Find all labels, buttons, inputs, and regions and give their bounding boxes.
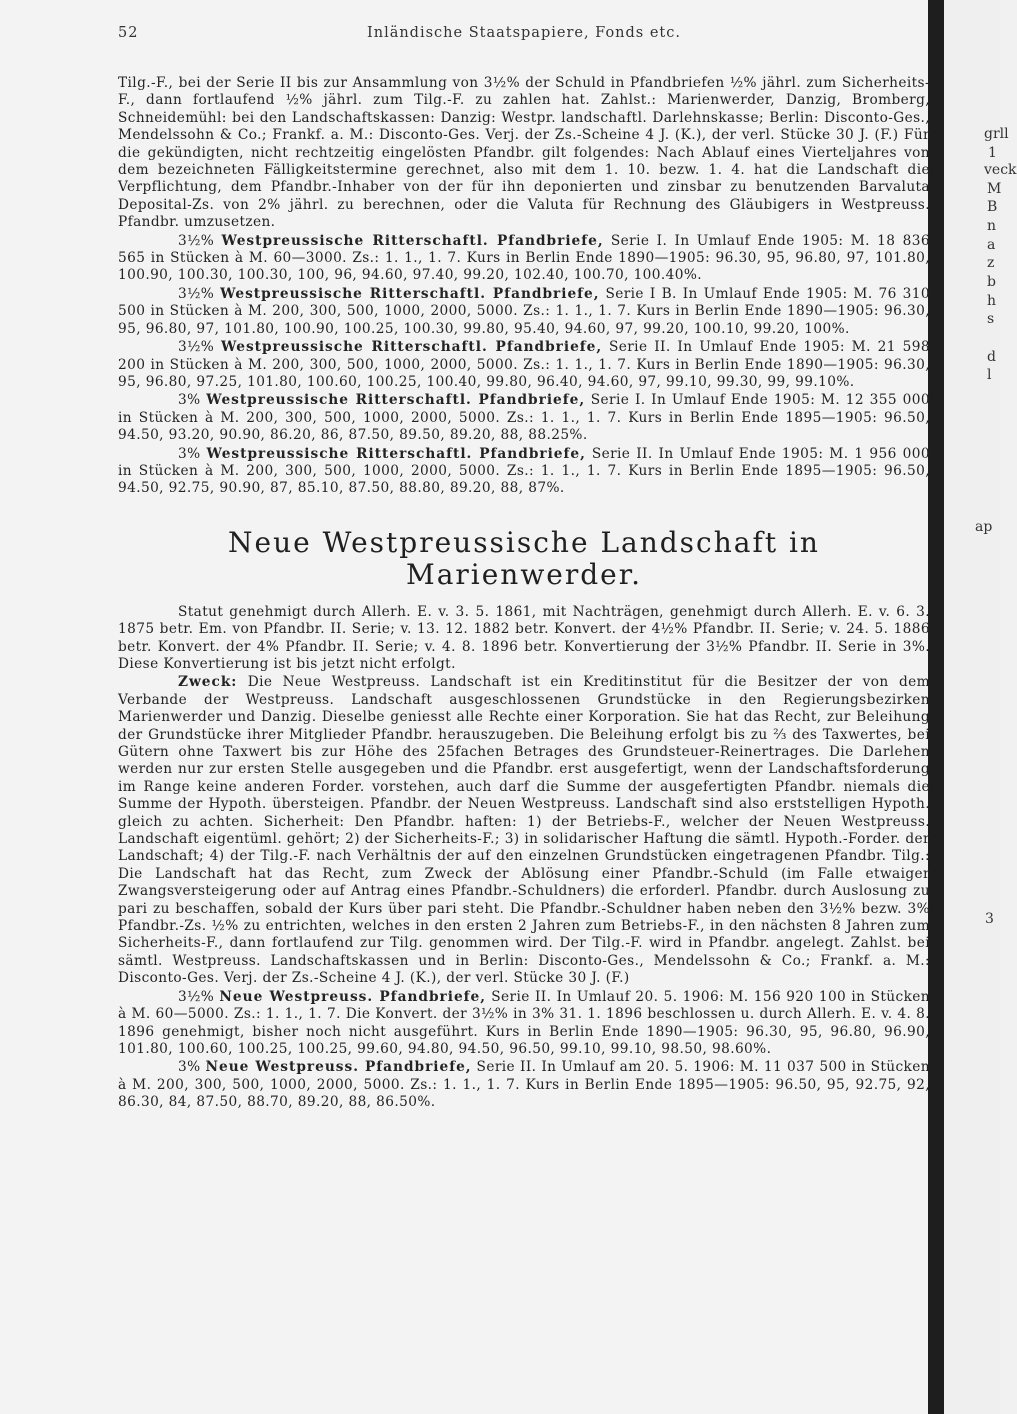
body-text (118, 75, 930, 1112)
intro-paragraph: Tilg.-F., bei der Serie II bis zur Ansammlung von 3½% der Schuld in Pfandbriefen ½% jährl. zum Sicherheits-F., dann fortlaufend ½% jährl. zum Tilg.-F. zu zahlen hat. Zahlst.: Marienwerder, Danzig, Bromberg, Schneidemühl: bei den Landschaftskassen: Danzig: Westpr. landschaftl. Darlehnskasse; Berlin: Disconto-Ges., Mendelssohn & Co.; Frankf. a. M.: Disconto-Ges. Verj. der Zs.-Scheine 4 J. (K.), der verl. Stücke 30 J. (F.) Für die gekündigten, nicht rechtzeitig eingelösten Pfandbr. gilt folgendes: Nach Ablauf eines Vierteljahres von dem bezeichneten Fälligkeitstermine gerechnet, also mit dem 1. 10. bezw. 1. 4. hat die Landschaft die Verpflichtung, dem Pfandbr.-Inhaber von der für ihn deponierten und zinsbar zu benutzenden Barvaluta Deposital-Zs. von 2% jährl. zu berechnen, oder die Valuta für Rechnung des Gläubigers in Westpreuss. Pfandbr. umzusetzen. (118, 75, 930, 231)
entry-name: Westpreussische Ritterschaftl. Pfandbriefe, (206, 445, 586, 462)
entry-text: Serie II. In Umlauf 20. 5. 1906: M. 156 920 100 in Stücken à M. 60—5000. Zs.: 1. 1., 1. 7. Die Konvert. der 3½% in 3% 31. 1. 1896 beschlossen u. durch Allerh. E. v. 4. 8. 1896 genehmigt, bisher noch nicht ausgeführt. Kurs in Berlin Ende 1890—1905: 96.30, 95, 96.80, 96.90, 101.80, 100.60, 100.25, 100.25, 99.60, 94.80, 94.50, 96.50, 99.10, 99.10, 98.50, 98.60%. (118, 988, 930, 1057)
entry-rate: 3½% (178, 232, 215, 249)
pfandbrief-entry (118, 446, 930, 498)
entry-text: Serie II. In Umlauf am 20. 5. 1906: M. 11 037 500 in Stücken à M. 200, 300, 500, 1000, 2000, 5000. Zs.: 1. 1., 1. 7. Kurs in Berlin Ende 1895—1905: 96.50, 95, 92.75, 92, 86.30, 84, 87.50, 88.70, 89.20, 88, 86.50%. (118, 1059, 930, 1111)
entry-text: Serie I. In Umlauf Ende 1905: M. 18 836 565 in Stücken à M. 60—3000. Zs.: 1. 1., 1. 7. Kurs in Berlin Ende 1890—1905: 96.30, 95, 96.80, 97, 101.80, 100.90, 100.30, 100.30, 100, 96, 94.60, 97.40, 99.20, 102.40, 100.70, 100.40%. (118, 232, 930, 284)
entry-rate: 3½% (178, 285, 215, 302)
entry-rate: 3% (178, 445, 201, 462)
entry-text: Serie I. In Umlauf Ende 1905: M. 12 355 000 in Stücken à M. 200, 300, 500, 1000, 2000, 5000. Zs.: 1. 1., 1. 7. Kurs in Berlin Ende 1895—1905: 96.50, 94.50, 93.20, 90.90, 86.20, 86, 87.50, 89.50, 89.20, 88, 88.25%. (118, 392, 930, 444)
adjacent-text-fragment: s (987, 311, 995, 327)
entry-rate: 3½% (178, 988, 215, 1005)
entry-text: Serie II. In Umlauf Ende 1905: M. 21 598 200 in Stücken à M. 200, 300, 500, 1000, 2000, 5000. Zs.: 1. 1., 1. 7. Kurs in Berlin Ende 1890—1905: 96.30, 95, 96.80, 97.25, 101.80, 100.60, 100.25, 100.40, 99.80, 96.40, 94.60, 97, 99.10, 99.30, 99, 99.10%. (118, 339, 930, 390)
entry-name: Westpreussische Ritterschaftl. Pfandbriefe, (220, 339, 603, 356)
purpose-text: Die Neue Westpreuss. Landschaft ist ein Kreditinstitut für die Besitzer der von dem Verbande der Westpreuss. Landschaft ausgeschlossenen Grundstücke in den Regierungsbezirken Marienwerder und Danzig. Dieselbe geniesst alle Rechte einer Korporation. Sie hat das Recht, zur Beleihung der Grundstücke ihrer Mitglieder Pfandbr. herauszugeben. Die Beleihung erfolgt bis zu ⅔ des Taxwertes, bei Gütern ohne Taxwert bis zur Höhe des 25fachen Betrages des Grundsteuer-Reinertrages. Die Darlehen werden nur zur ersten Stelle ausgegeben und die Pfandbr. erst ausgefertigt, wenn der Landschaftsforderung im Range keine anderen Forder. vorstehen, auch darf die Summe der ausgefertigten Pfandbr. niemals die Summe der Hypoth. übersteigen. Pfandbr. der Neuen Westpreuss. Landschaft sind also erststelligen Hypoth. gleich zu achten. Sicherheit: Den Pfandbr. haften: 1) der Betriebs-F., welcher der Neuen Westpreuss. Landschaft eigentüml. gehört; 2) der Sicherheits-F.; 3) in solidarischer Haftung die sämtl. Hypoth.-Forder. der Landschaft; 4) der Tilg.-F. nach Verhältnis der auf den einzelnen Grundstücken eingetragenen Pfandbr. Tilg.: Die Landschaft hat das Recht, zum Zweck der Ablösung einer Pfandbr.-Schuld (im Falle etwaiger Zwangsversteigerung oder auf Antrag eines Pfandbr.-Schuldners) die erforderl. Pfandbr. durch Auslosung zu pari zu beschaffen, sobald der Kurs über pari steht. Die Pfandbr.-Schuldner haben neben den 3½% bezw. 3% Pfandbr.-Zs. ½% zu entrichten, welches in den ersten 2 Jahren zum Betriebs-F., in den nächsten 8 Jahren zum Sicherheits-F., dann fortlaufend zur Tilg. genommen wird. Der Tilg.-F. wird in Pfandbr. angelegt. Zahlst. bei sämtl. Westpreuss. Landschaftskassen und in Berlin: Disconto-Ges., Mendelssohn & Co.; Frankf. a. M.: Disconto-Ges. Verj. der Zs.-Scheine 4 J. (K.), der verl. Stücke 30 J. (F.) (118, 674, 930, 987)
entry-name: Westpreussische Ritterschaftl. Pfandbriefe, (221, 232, 604, 249)
adjacent-page (944, 0, 1017, 1414)
page-number: 52 (118, 25, 139, 41)
adjacent-text-fragment: z (987, 255, 995, 271)
adjacent-text-fragment: B (987, 199, 998, 215)
pfandbrief-entry (118, 286, 930, 338)
adjacent-text-fragment: a (987, 237, 996, 253)
adjacent-text-fragment: ap (975, 519, 993, 535)
book-page (110, 25, 930, 1405)
entry-name: Neue Westpreuss. Pfandbriefe, (205, 1059, 472, 1076)
purpose-paragraph (118, 674, 930, 987)
page-gutter (928, 0, 944, 1414)
adjacent-text-fragment: l (987, 367, 992, 383)
statute-paragraph: Statut genehmigt durch Allerh. E. v. 3. 5. 1861, mit Nachträgen, genehmigt durch Allerh. E. v. 6. 3. 1875 betr. Em. von Pfandbr. II. Serie; v. 13. 12. 1882 betr. Konvert. der 4½% Pfandbr. II. Serie; v. 24. 5. 1886 betr. Konvert. der 4% Pfandbr. II. Serie; v. 4. 8. 1896 betr. Konvertierung der 3½% Pfandbr. II. Serie in 3%. Diese Konvertierung ist bis jetzt nicht erfolgt. (118, 603, 930, 672)
adjacent-text-fragment: 3 (985, 911, 994, 927)
adjacent-text-fragment: h (987, 293, 997, 309)
purpose-label: Zweck: (178, 674, 238, 691)
pfandbrief-entry (118, 339, 930, 391)
entry-rate: 3% (178, 1059, 201, 1076)
entry-name: Neue Westpreuss. Pfandbriefe, (219, 988, 487, 1005)
adjacent-text-fragment: n (987, 218, 997, 234)
pfandbrief-entry (118, 392, 930, 444)
pfandbrief-entry (118, 1059, 930, 1111)
adjacent-text-fragment: M (987, 181, 1002, 197)
entry-rate: 3% (178, 392, 201, 409)
section-heading: Neue Westpreussische Landschaft in Marienwerder. (228, 525, 820, 591)
entry-text: Serie II. In Umlauf Ende 1905: M. 1 956 000 in Stücken à M. 200, 300, 500, 1000, 2000, 5000. Zs.: 1. 1., 1. 7. Kurs in Berlin Ende 1895—1905: 96.50, 94.50, 92.75, 90.90, 87, 85.10, 87.50, 88.80, 89.20, 88, 87%. (118, 445, 930, 497)
adjacent-text-fragment: grll (984, 126, 1009, 142)
entry-name: Westpreussische Ritterschaftl. Pfandbriefe, (220, 285, 600, 302)
running-title: Inländische Staatspapiere, Fonds etc. (367, 25, 681, 41)
entry-name: Westpreussische Ritterschaftl. Pfandbriefe, (206, 392, 586, 409)
adjacent-text-fragment: 1 (988, 145, 997, 161)
adjacent-text-fragment: b (987, 274, 996, 290)
adjacent-text-fragment: veck (984, 162, 1017, 178)
adjacent-text-fragment: d (987, 349, 996, 365)
entry-rate: 3½% (178, 339, 215, 356)
pfandbrief-entry (118, 989, 930, 1059)
pfandbrief-entry (118, 233, 930, 285)
entry-text: Serie I B. In Umlauf Ende 1905: M. 76 310 500 in Stücken à M. 200, 300, 500, 1000, 2000, 5000. Zs.: 1. 1., 1. 7. Kurs in Berlin Ende 1890—1905: 96.30, 95, 96.80, 97, 101.80, 100.90, 100.25, 100.30, 99.80, 95.40, 94.60, 97, 99.20, 100.10, 99.20, 100%. (118, 285, 930, 337)
